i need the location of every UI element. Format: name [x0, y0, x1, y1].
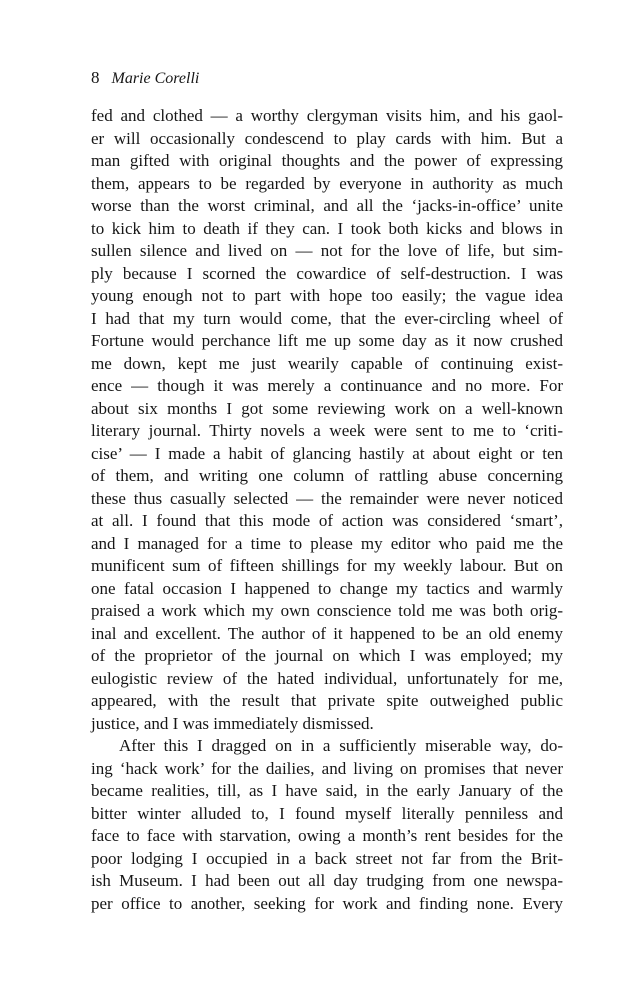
- text-line: man gifted with original thoughts and the power of expressing: [91, 151, 563, 170]
- running-title: Marie Corelli: [111, 70, 200, 87]
- text-line: ish Museum. I had been out all day trudging from one newspa-: [91, 871, 563, 890]
- text-line: ence — though it was merely a continuance and no more. For: [91, 376, 563, 395]
- text-line: inal and excellent. The author of it happened to be an old enemy: [91, 623, 563, 643]
- text-line: and I managed for a time to please my editor who paid me the: [91, 533, 563, 553]
- paragraph: [91, 105, 563, 735]
- text-line: After this I dragged on in a sufficiently miserable way, do-: [119, 736, 563, 755]
- text-line: to kick him to death if they can. I took both kicks and blows in: [91, 218, 563, 238]
- page-number: 8: [91, 68, 100, 87]
- running-head: [91, 66, 199, 91]
- text-line: worse than the worst criminal, and all the ‘jacks-in-office’ unite: [91, 196, 563, 215]
- text-line: sullen silence and lived on — not for the love of life, but sim-: [91, 241, 563, 260]
- text-line: ply because I scorned the cowardice of self-destruction. I was: [91, 263, 563, 283]
- text-line: me down, kept me just wearily capable of continuing exist-: [91, 353, 563, 373]
- text-line: poor lodging I occupied in a back street not far from the Brit-: [91, 848, 563, 868]
- text-line: face to face with starvation, owing a month’s rent besides for the: [91, 826, 563, 845]
- text-line: Fortune would perchance lift me up some day as it now crushed: [91, 331, 563, 350]
- text-line: them, appears to be regarded by everyone in authority as much: [91, 173, 563, 193]
- text-line: young enough not to part with hope too easily; the vague idea: [91, 286, 563, 305]
- body-text: [91, 105, 563, 915]
- text-line: ing ‘hack work’ for the dailies, and living on promises that never: [91, 758, 563, 778]
- text-line: bitter winter alluded to, I found myself literally penniless and: [91, 803, 563, 823]
- text-line: these thus casually selected — the remainder were never noticed: [91, 488, 563, 508]
- text-line: justice, and I was immediately dismissed.: [91, 713, 374, 733]
- text-line: at all. I found that this mode of action was considered ‘smart’,: [91, 511, 563, 530]
- text-line: literary journal. Thirty novels a week were sent to me to ‘criti-: [91, 421, 563, 440]
- text-line: praised a work which my own conscience told me was both orig-: [91, 601, 563, 620]
- text-line: became realities, till, as I have said, in the early January of the: [91, 781, 563, 800]
- text-line: fed and clothed — a worthy clergyman visits him, and his gaol-: [91, 106, 563, 125]
- text-line: I had that my turn would come, that the ever-circling wheel of: [91, 308, 563, 328]
- text-line: per office to another, seeking for work and finding none. Every: [91, 893, 563, 913]
- text-line: munificent sum of fifteen shillings for my weekly labour. But on: [91, 556, 563, 575]
- text-line: about six months I got some reviewing work on a well-known: [91, 398, 563, 418]
- text-line: er will occasionally condescend to play cards with him. But a: [91, 128, 563, 148]
- text-line: one fatal occasion I happened to change my tactics and warmly: [91, 578, 563, 598]
- text-line: cise’ — I made a habit of glancing hastily at about eight or ten: [91, 443, 563, 463]
- text-line: of them, and writing one column of rattling abuse concerning: [91, 466, 563, 485]
- paragraph: [91, 735, 563, 915]
- text-line: appeared, with the result that private spite outweighed public: [91, 691, 563, 710]
- text-line: eulogistic review of the hated individual, unfortunately for me,: [91, 668, 563, 688]
- text-line: of the proprietor of the journal on which I was employed; my: [91, 646, 563, 665]
